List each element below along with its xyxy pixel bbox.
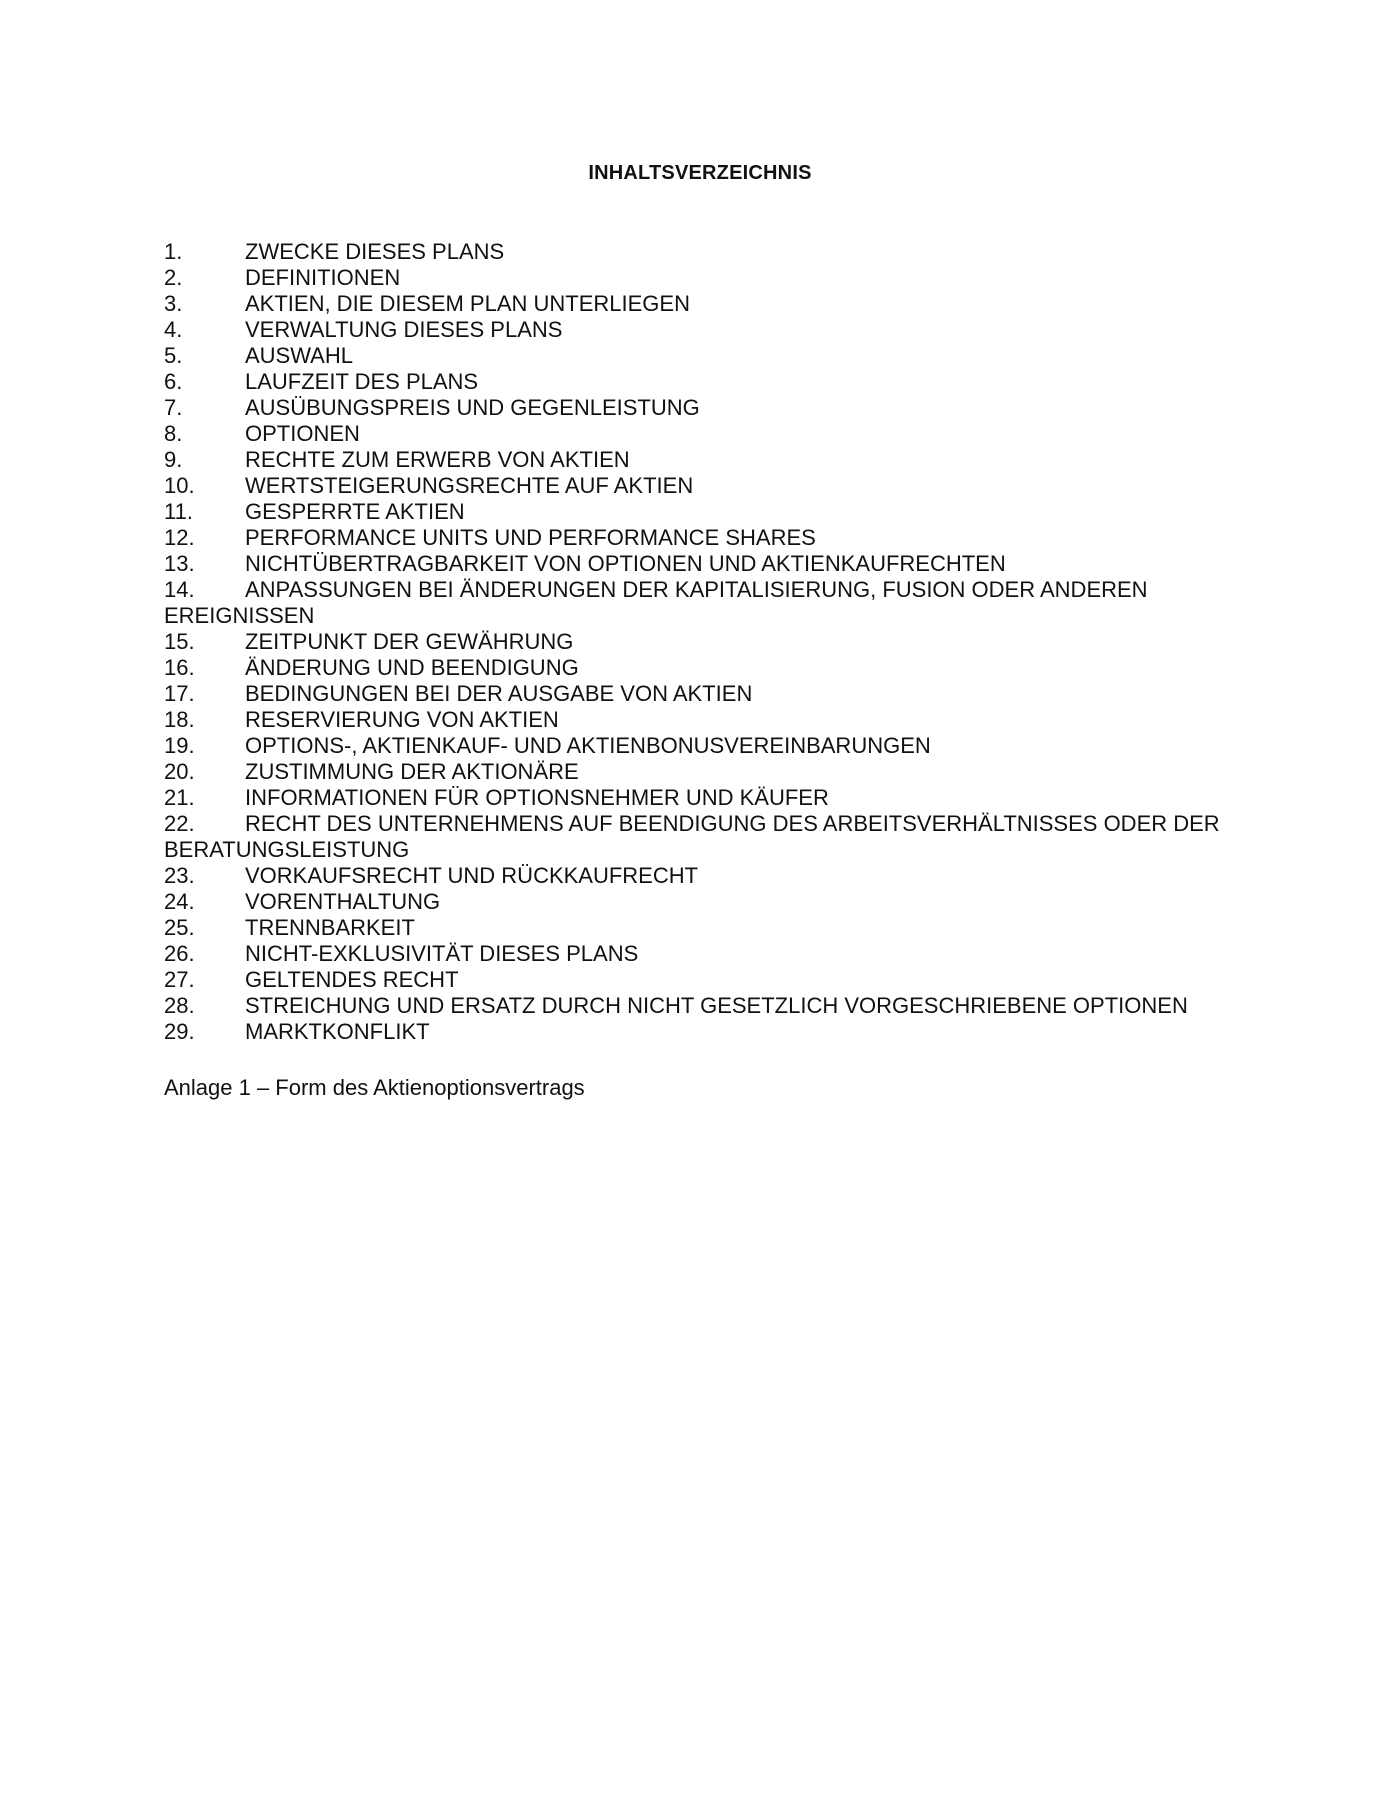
toc-number: 22.	[164, 811, 195, 836]
toc-text: STREICHUNG UND ERSATZ DURCH NICHT GESETZLICH VORGESCHRIEBENE OPTIONEN	[245, 993, 1188, 1018]
toc-item-6	[164, 369, 1254, 395]
toc-item-8	[164, 421, 1254, 447]
toc-text: AUSWAHL	[245, 343, 353, 368]
toc-text: VERWALTUNG DIESES PLANS	[245, 317, 563, 342]
toc-text: DEFINITIONEN	[245, 265, 401, 290]
toc-text: RECHTE ZUM ERWERB VON AKTIEN	[245, 447, 630, 472]
toc-text: OPTIONEN	[245, 421, 360, 446]
toc-text: ZEITPUNKT DER GEWÄHRUNG	[245, 629, 574, 654]
toc-item-7	[164, 395, 1254, 421]
toc-number: 20.	[164, 759, 195, 784]
toc-item-17	[164, 681, 1254, 707]
toc-number: 12.	[164, 525, 195, 550]
toc-number: 4.	[164, 317, 183, 342]
toc-text: TRENNBARKEIT	[245, 915, 415, 940]
toc-number: 11.	[164, 499, 193, 524]
toc-item-10	[164, 473, 1254, 499]
toc-item-24	[164, 889, 1254, 915]
toc-number: 17.	[164, 681, 195, 706]
toc-item-5	[164, 343, 1254, 369]
toc-item-19	[164, 733, 1254, 759]
toc-item-28	[164, 993, 1254, 1019]
toc-number: 19.	[164, 733, 195, 758]
toc-item-11	[164, 499, 1254, 525]
toc-text: AUSÜBUNGSPREIS UND GEGENLEISTUNG	[245, 395, 700, 420]
toc-number: 13.	[164, 551, 195, 576]
toc-item-2	[164, 265, 1254, 291]
toc-item-27	[164, 967, 1254, 993]
toc-text: LAUFZEIT DES PLANS	[245, 369, 479, 394]
toc-item-12	[164, 525, 1254, 551]
toc-number: 2.	[164, 265, 183, 290]
annex-reference: Anlage 1 – Form des Aktienoptionsvertrags	[164, 1075, 585, 1100]
toc-item-23	[164, 863, 1254, 889]
toc-text: AKTIEN, DIE DIESEM PLAN UNTERLIEGEN	[245, 291, 690, 316]
toc-number: 26.	[164, 941, 195, 966]
toc-number: 7.	[164, 395, 183, 420]
toc-text: OPTIONS-, AKTIENKAUF- UND AKTIENBONUSVEREINBARUNGEN	[245, 733, 931, 758]
toc-number: 18.	[164, 707, 195, 732]
toc-text: MARKTKONFLIKT	[245, 1019, 430, 1044]
toc-number: 28.	[164, 993, 195, 1018]
toc-text: GESPERRTE AKTIEN	[245, 499, 465, 524]
page-title: INHALTSVERZEICHNIS	[588, 162, 812, 184]
toc-item-26	[164, 941, 1254, 967]
toc-item-25	[164, 915, 1254, 941]
toc-number: 25.	[164, 915, 195, 940]
toc-text: VORENTHALTUNG	[245, 889, 441, 914]
toc-number: 10.	[164, 473, 195, 498]
toc-item-29	[164, 1019, 1254, 1045]
toc-text: BEDINGUNGEN BEI DER AUSGABE VON AKTIEN	[245, 681, 753, 706]
toc-number: 24.	[164, 889, 195, 914]
toc-text: RECHT DES UNTERNEHMENS AUF BEENDIGUNG DES ARBEITSVERHÄLTNISSES ODER DER BERATUNGSLEISTUNG	[164, 811, 1220, 862]
toc-item-9	[164, 447, 1254, 473]
toc-number: 27.	[164, 967, 195, 992]
toc-text: PERFORMANCE UNITS UND PERFORMANCE SHARES	[245, 525, 816, 550]
toc-number: 8.	[164, 421, 183, 446]
toc-item-15	[164, 629, 1254, 655]
toc-text: WERTSTEIGERUNGSRECHTE AUF AKTIEN	[245, 473, 694, 498]
toc-number: 15.	[164, 629, 195, 654]
toc-text: NICHTÜBERTRAGBARKEIT VON OPTIONEN UND AKTIENKAUFRECHTEN	[245, 551, 1006, 576]
toc-text: RESERVIERUNG VON AKTIEN	[245, 707, 559, 732]
toc-text: INFORMATIONEN FÜR OPTIONSNEHMER UND KÄUFER	[245, 785, 829, 810]
toc-item-16	[164, 655, 1254, 681]
toc-number: 9.	[164, 447, 183, 472]
toc-item-4	[164, 317, 1254, 343]
toc-number: 3.	[164, 291, 183, 316]
toc-text: ÄNDERUNG UND BEENDIGUNG	[245, 655, 579, 680]
toc-item-13	[164, 551, 1254, 577]
toc-number: 1.	[164, 239, 183, 264]
toc-text: GELTENDES RECHT	[245, 967, 459, 992]
toc-number: 5.	[164, 343, 183, 368]
toc-item-3	[164, 291, 1254, 317]
toc-item-1	[164, 239, 1254, 265]
toc-text: ANPASSUNGEN BEI ÄNDERUNGEN DER KAPITALISIERUNG, FUSION ODER ANDEREN EREIGNISSEN	[164, 577, 1148, 628]
toc-item-18	[164, 707, 1254, 733]
toc-number: 16.	[164, 655, 195, 680]
toc-text: ZUSTIMMUNG DER AKTIONÄRE	[245, 759, 579, 784]
toc-number: 21.	[164, 785, 195, 810]
toc-item-22	[164, 811, 1254, 863]
toc-item-21	[164, 785, 1254, 811]
toc-number: 6.	[164, 369, 183, 394]
toc-number: 29.	[164, 1019, 195, 1044]
toc-number: 23.	[164, 863, 195, 888]
table-of-contents	[164, 239, 1254, 1045]
toc-text: VORKAUFSRECHT UND RÜCKKAUFRECHT	[245, 863, 699, 888]
toc-number: 14.	[164, 577, 195, 602]
toc-item-14	[164, 577, 1254, 629]
toc-text: ZWECKE DIESES PLANS	[245, 239, 505, 264]
toc-text: NICHT-EXKLUSIVITÄT DIESES PLANS	[245, 941, 639, 966]
toc-item-20	[164, 759, 1254, 785]
